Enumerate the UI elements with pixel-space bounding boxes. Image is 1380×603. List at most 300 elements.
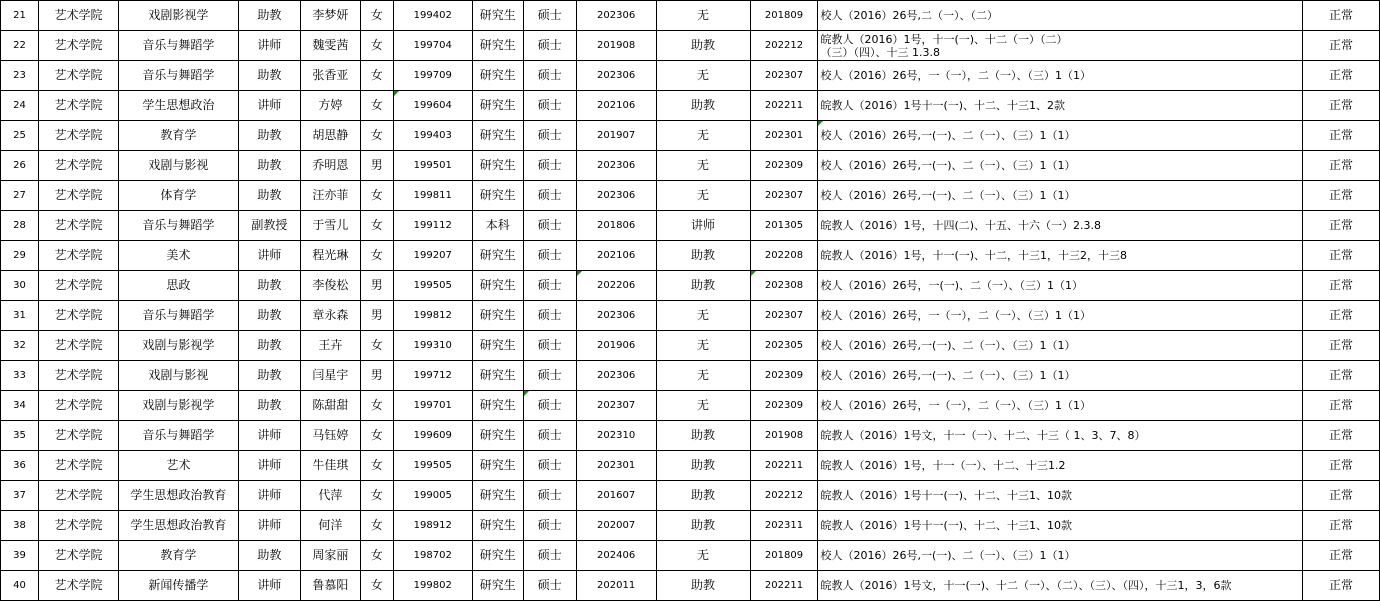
graduation-date-cell[interactable]: 202306	[576, 361, 656, 391]
previous-title-cell[interactable]: 助教	[656, 451, 750, 481]
row-number[interactable]: 30	[1, 271, 39, 301]
status-cell[interactable]: 正常	[1302, 571, 1379, 601]
birth-date-cell[interactable]: 198912	[393, 511, 472, 541]
education-cell[interactable]: 本科	[472, 211, 523, 241]
graduation-date-cell[interactable]: 201806	[576, 211, 656, 241]
table-row	[1, 241, 1380, 271]
major-cell[interactable]: 艺术	[118, 451, 238, 481]
status-cell[interactable]: 正常	[1302, 121, 1379, 151]
title-cell[interactable]: 讲师	[238, 571, 300, 601]
name-cell[interactable]: 程光琳	[300, 241, 360, 271]
gender-cell[interactable]: 男	[360, 271, 393, 301]
title-cell[interactable]: 助教	[238, 151, 300, 181]
major-cell[interactable]: 音乐与舞蹈学	[118, 211, 238, 241]
education-cell[interactable]: 研究生	[472, 1, 523, 31]
title-cell[interactable]: 助教	[238, 361, 300, 391]
college-cell[interactable]: 艺术学院	[38, 91, 118, 121]
major-cell[interactable]: 教育学	[118, 541, 238, 571]
policy-basis-cell[interactable]: 校人（2016）26号，一(一)、二（一）、（三）1（1）	[818, 271, 1302, 301]
college-cell[interactable]: 艺术学院	[38, 1, 118, 31]
name-cell[interactable]: 胡思静	[300, 121, 360, 151]
gender-cell[interactable]: 女	[360, 331, 393, 361]
degree-cell[interactable]: 硕士	[523, 481, 576, 511]
title-cell[interactable]: 副教授	[238, 211, 300, 241]
name-cell[interactable]: 闫星宇	[300, 361, 360, 391]
table-row	[1, 151, 1380, 181]
status-cell[interactable]: 正常	[1302, 271, 1379, 301]
education-cell[interactable]: 研究生	[472, 451, 523, 481]
table-row	[1, 391, 1380, 421]
title-cell[interactable]: 讲师	[238, 91, 300, 121]
college-cell[interactable]: 艺术学院	[38, 181, 118, 211]
title-cell[interactable]: 助教	[238, 391, 300, 421]
degree-cell[interactable]: 硕士	[523, 331, 576, 361]
title-cell[interactable]: 助教	[238, 541, 300, 571]
college-cell[interactable]: 艺术学院	[38, 541, 118, 571]
degree-cell[interactable]: 硕士	[523, 241, 576, 271]
major-cell[interactable]: 学生思想政治教育	[118, 511, 238, 541]
gender-cell[interactable]: 女	[360, 571, 393, 601]
birth-date-cell[interactable]: 199402	[393, 1, 472, 31]
policy-basis-cell[interactable]: 校人（2016）26号,一(一)、二（一）、（三）1（1）	[818, 181, 1302, 211]
previous-title-date-cell[interactable]: 202309	[750, 361, 818, 391]
major-cell[interactable]: 戏剧与影视	[118, 361, 238, 391]
graduation-date-cell[interactable]: 201906	[576, 331, 656, 361]
college-cell[interactable]: 艺术学院	[38, 421, 118, 451]
previous-title-cell[interactable]: 助教	[656, 511, 750, 541]
previous-title-cell[interactable]: 无	[656, 121, 750, 151]
gender-cell[interactable]: 女	[360, 451, 393, 481]
college-cell[interactable]: 艺术学院	[38, 31, 118, 61]
row-number[interactable]: 39	[1, 541, 39, 571]
status-cell[interactable]: 正常	[1302, 61, 1379, 91]
degree-cell[interactable]: 硕士	[523, 181, 576, 211]
status-cell[interactable]: 正常	[1302, 391, 1379, 421]
college-cell[interactable]: 艺术学院	[38, 61, 118, 91]
college-cell[interactable]: 艺术学院	[38, 151, 118, 181]
status-cell[interactable]: 正常	[1302, 331, 1379, 361]
previous-title-date-cell[interactable]: 202212	[750, 481, 818, 511]
college-cell[interactable]: 艺术学院	[38, 121, 118, 151]
gender-cell[interactable]: 女	[360, 241, 393, 271]
table-row	[1, 181, 1380, 211]
name-cell[interactable]: 代萍	[300, 481, 360, 511]
birth-date-cell[interactable]: 199501	[393, 151, 472, 181]
status-cell[interactable]: 正常	[1302, 1, 1379, 31]
table-row	[1, 511, 1380, 541]
college-cell[interactable]: 艺术学院	[38, 571, 118, 601]
birth-date-cell[interactable]: 199609	[393, 421, 472, 451]
previous-title-date-cell[interactable]: 202308	[750, 271, 818, 301]
education-cell[interactable]: 研究生	[472, 421, 523, 451]
education-cell[interactable]: 研究生	[472, 331, 523, 361]
college-cell[interactable]: 艺术学院	[38, 481, 118, 511]
name-cell[interactable]: 鲁慕阳	[300, 571, 360, 601]
title-cell[interactable]: 助教	[238, 61, 300, 91]
row-number[interactable]: 36	[1, 451, 39, 481]
name-cell[interactable]: 魏雯茜	[300, 31, 360, 61]
college-cell[interactable]: 艺术学院	[38, 211, 118, 241]
previous-title-cell[interactable]: 助教	[656, 31, 750, 61]
title-cell[interactable]: 讲师	[238, 451, 300, 481]
previous-title-date-cell[interactable]: 202211	[750, 91, 818, 121]
name-cell[interactable]: 方婷	[300, 91, 360, 121]
policy-basis-cell[interactable]: 校人（2016）26号,一(一)、二（一）、（三）1（1）	[818, 541, 1302, 571]
gender-cell[interactable]: 女	[360, 211, 393, 241]
education-cell[interactable]: 研究生	[472, 541, 523, 571]
previous-title-cell[interactable]: 无	[656, 181, 750, 211]
gender-cell[interactable]: 女	[360, 61, 393, 91]
previous-title-cell[interactable]: 无	[656, 541, 750, 571]
gender-cell[interactable]: 女	[360, 31, 393, 61]
previous-title-date-cell[interactable]: 201305	[750, 211, 818, 241]
birth-date-cell[interactable]: 199604	[393, 91, 472, 121]
graduation-date-cell[interactable]: 202307	[576, 391, 656, 421]
education-cell[interactable]: 研究生	[472, 571, 523, 601]
education-cell[interactable]: 研究生	[472, 361, 523, 391]
previous-title-cell[interactable]: 助教	[656, 571, 750, 601]
name-cell[interactable]: 李俊松	[300, 271, 360, 301]
gender-cell[interactable]: 女	[360, 481, 393, 511]
policy-basis-cell[interactable]: 校人（2016）26号，一（一），二（一）、（三）1（1）	[818, 391, 1302, 421]
birth-date-cell[interactable]: 199505	[393, 451, 472, 481]
previous-title-date-cell[interactable]: 202307	[750, 301, 818, 331]
graduation-date-cell[interactable]: 202206	[576, 271, 656, 301]
college-cell[interactable]: 艺术学院	[38, 391, 118, 421]
degree-cell[interactable]: 硕士	[523, 391, 576, 421]
status-cell[interactable]: 正常	[1302, 511, 1379, 541]
degree-cell[interactable]: 硕士	[523, 541, 576, 571]
graduation-date-cell[interactable]: 202406	[576, 541, 656, 571]
name-cell[interactable]: 牛佳琪	[300, 451, 360, 481]
policy-basis-cell[interactable]: 校人（2016）26号,一(一)、二（一）、（三）1（1）	[818, 151, 1302, 181]
graduation-date-cell[interactable]: 202306	[576, 151, 656, 181]
gender-cell[interactable]: 女	[360, 1, 393, 31]
row-number[interactable]: 24	[1, 91, 39, 121]
table-row	[1, 541, 1380, 571]
education-cell[interactable]: 研究生	[472, 31, 523, 61]
policy-basis-cell[interactable]: 皖教人（2016）1号十一(一)、十二、十三1、10款	[818, 481, 1302, 511]
status-cell[interactable]: 正常	[1302, 301, 1379, 331]
education-cell[interactable]: 研究生	[472, 271, 523, 301]
birth-date-cell[interactable]: 198702	[393, 541, 472, 571]
education-cell[interactable]: 研究生	[472, 241, 523, 271]
table-row	[1, 571, 1380, 601]
name-cell[interactable]: 张香亚	[300, 61, 360, 91]
table-row	[1, 1, 1380, 31]
title-cell[interactable]: 讲师	[238, 241, 300, 271]
policy-basis-cell[interactable]: 校人（2016）26号,一(一)、二（一）、（三）1（1）	[818, 121, 1302, 151]
previous-title-cell[interactable]: 无	[656, 61, 750, 91]
birth-date-cell[interactable]: 199712	[393, 361, 472, 391]
name-cell[interactable]: 于雪儿	[300, 211, 360, 241]
policy-basis-cell[interactable]: 校人（2016）26号,一(一)、二（一）、（三）1（1）	[818, 331, 1302, 361]
table-row	[1, 451, 1380, 481]
row-number[interactable]: 26	[1, 151, 39, 181]
previous-title-date-cell[interactable]: 202309	[750, 391, 818, 421]
birth-date-cell[interactable]: 199701	[393, 391, 472, 421]
previous-title-date-cell[interactable]: 202301	[750, 121, 818, 151]
table-row	[1, 211, 1380, 241]
graduation-date-cell[interactable]: 202306	[576, 181, 656, 211]
education-cell[interactable]: 研究生	[472, 481, 523, 511]
row-number[interactable]: 22	[1, 31, 39, 61]
birth-date-cell[interactable]: 199811	[393, 181, 472, 211]
status-cell[interactable]: 正常	[1302, 421, 1379, 451]
major-cell[interactable]: 音乐与舞蹈学	[118, 31, 238, 61]
degree-cell[interactable]: 硕士	[523, 571, 576, 601]
policy-basis-cell[interactable]: 皖教人（2016）1号，十一（一）、十二、十三1.2	[818, 451, 1302, 481]
previous-title-date-cell[interactable]: 202212	[750, 31, 818, 61]
birth-date-cell[interactable]: 199207	[393, 241, 472, 271]
title-cell[interactable]: 讲师	[238, 31, 300, 61]
name-cell[interactable]: 陈甜甜	[300, 391, 360, 421]
graduation-date-cell[interactable]: 202310	[576, 421, 656, 451]
graduation-date-cell[interactable]: 202301	[576, 451, 656, 481]
previous-title-cell[interactable]: 助教	[656, 421, 750, 451]
table-row	[1, 61, 1380, 91]
table-row	[1, 331, 1380, 361]
previous-title-cell[interactable]: 无	[656, 391, 750, 421]
name-cell[interactable]: 章永森	[300, 301, 360, 331]
birth-date-cell[interactable]: 199005	[393, 481, 472, 511]
title-cell[interactable]: 助教	[238, 1, 300, 31]
row-number[interactable]: 35	[1, 421, 39, 451]
row-number[interactable]: 27	[1, 181, 39, 211]
major-cell[interactable]: 戏剧与影视学	[118, 391, 238, 421]
row-number[interactable]: 40	[1, 571, 39, 601]
policy-basis-cell[interactable]: 皖教人（2016）1号，十四(二)、十五、十六（一）2.3.8	[818, 211, 1302, 241]
title-cell[interactable]: 讲师	[238, 511, 300, 541]
degree-cell[interactable]: 硕士	[523, 451, 576, 481]
title-cell[interactable]: 助教	[238, 121, 300, 151]
table-row	[1, 481, 1380, 511]
education-cell[interactable]: 研究生	[472, 91, 523, 121]
college-cell[interactable]: 艺术学院	[38, 241, 118, 271]
major-cell[interactable]: 戏剧与影视	[118, 151, 238, 181]
title-cell[interactable]: 助教	[238, 331, 300, 361]
graduation-date-cell[interactable]: 201907	[576, 121, 656, 151]
gender-cell[interactable]: 女	[360, 391, 393, 421]
row-number[interactable]: 32	[1, 331, 39, 361]
major-cell[interactable]: 学生思想政治教育	[118, 481, 238, 511]
major-cell[interactable]: 教育学	[118, 121, 238, 151]
major-cell[interactable]: 音乐与舞蹈学	[118, 301, 238, 331]
birth-date-cell[interactable]: 199403	[393, 121, 472, 151]
degree-cell[interactable]: 硕士	[523, 211, 576, 241]
college-cell[interactable]: 艺术学院	[38, 451, 118, 481]
gender-cell[interactable]: 女	[360, 91, 393, 121]
birth-date-cell[interactable]: 199112	[393, 211, 472, 241]
title-cell[interactable]: 讲师	[238, 421, 300, 451]
previous-title-cell[interactable]: 无	[656, 301, 750, 331]
birth-date-cell[interactable]: 199709	[393, 61, 472, 91]
previous-title-cell[interactable]: 助教	[656, 271, 750, 301]
status-cell[interactable]: 正常	[1302, 481, 1379, 511]
previous-title-date-cell[interactable]: 202311	[750, 511, 818, 541]
degree-cell[interactable]: 硕士	[523, 511, 576, 541]
status-cell[interactable]: 正常	[1302, 181, 1379, 211]
name-cell[interactable]: 马钰婷	[300, 421, 360, 451]
previous-title-cell[interactable]: 无	[656, 331, 750, 361]
table-row	[1, 31, 1380, 61]
table-row	[1, 271, 1380, 301]
birth-date-cell[interactable]: 199704	[393, 31, 472, 61]
title-cell[interactable]: 助教	[238, 301, 300, 331]
table-row	[1, 301, 1380, 331]
graduation-date-cell[interactable]: 201908	[576, 31, 656, 61]
degree-cell[interactable]: 硕士	[523, 31, 576, 61]
major-cell[interactable]: 新闻传播学	[118, 571, 238, 601]
major-cell[interactable]: 音乐与舞蹈学	[118, 421, 238, 451]
degree-cell[interactable]: 硕士	[523, 61, 576, 91]
table-row	[1, 91, 1380, 121]
policy-basis-cell[interactable]: 皖教人（2016）1号文，十一(一)、十二（一）、（二）、（三）、（四），十三1，3，6款	[818, 571, 1302, 601]
previous-title-cell[interactable]: 助教	[656, 481, 750, 511]
title-cell[interactable]: 助教	[238, 181, 300, 211]
education-cell[interactable]: 研究生	[472, 61, 523, 91]
degree-cell[interactable]: 硕士	[523, 301, 576, 331]
policy-basis-cell[interactable]: 皖教人（2016）1号十一(一)、十二、十三1、2款	[818, 91, 1302, 121]
policy-basis-cell[interactable]: 皖教人（2016）1号，十一(一)、十二（一）（二） （三）（四）、十三 1.3.8	[818, 31, 1302, 61]
status-cell[interactable]: 正常	[1302, 211, 1379, 241]
row-number[interactable]: 31	[1, 301, 39, 331]
gender-cell[interactable]: 女	[360, 511, 393, 541]
graduation-date-cell[interactable]: 202007	[576, 511, 656, 541]
row-number[interactable]: 37	[1, 481, 39, 511]
major-cell[interactable]: 美术	[118, 241, 238, 271]
name-cell[interactable]: 乔明恩	[300, 151, 360, 181]
major-cell[interactable]: 思政	[118, 271, 238, 301]
row-number[interactable]: 25	[1, 121, 39, 151]
policy-basis-cell[interactable]: 校人（2016）26号,一(一)、二（一）、（三）1（1）	[818, 361, 1302, 391]
birth-date-cell[interactable]: 199505	[393, 271, 472, 301]
table-body	[1, 1, 1380, 601]
previous-title-cell[interactable]: 无	[656, 151, 750, 181]
status-cell[interactable]: 正常	[1302, 31, 1379, 61]
college-cell[interactable]: 艺术学院	[38, 301, 118, 331]
major-cell[interactable]: 戏剧与影视学	[118, 331, 238, 361]
row-number[interactable]: 29	[1, 241, 39, 271]
previous-title-date-cell[interactable]: 202211	[750, 571, 818, 601]
title-cell[interactable]: 讲师	[238, 481, 300, 511]
status-cell[interactable]: 正常	[1302, 361, 1379, 391]
previous-title-cell[interactable]: 助教	[656, 91, 750, 121]
row-number[interactable]: 34	[1, 391, 39, 421]
policy-basis-cell[interactable]: 皖教人（2016）1号文，十一（一）、十二、十三（ 1、3、7、8）	[818, 421, 1302, 451]
previous-title-date-cell[interactable]: 201809	[750, 541, 818, 571]
row-number[interactable]: 23	[1, 61, 39, 91]
gender-cell[interactable]: 女	[360, 121, 393, 151]
previous-title-date-cell[interactable]: 202211	[750, 451, 818, 481]
graduation-date-cell[interactable]: 202306	[576, 1, 656, 31]
gender-cell[interactable]: 男	[360, 301, 393, 331]
policy-basis-cell[interactable]: 校人（2016）26号，一（一），二（一）、（三）1（1）	[818, 301, 1302, 331]
major-cell[interactable]: 戏剧影视学	[118, 1, 238, 31]
row-number[interactable]: 21	[1, 1, 39, 31]
table-row	[1, 421, 1380, 451]
name-cell[interactable]: 汪亦菲	[300, 181, 360, 211]
policy-basis-cell[interactable]: 皖教人（2016）1号，十一(一)、十二，十三1，十三2，十三8	[818, 241, 1302, 271]
education-cell[interactable]: 研究生	[472, 121, 523, 151]
graduation-date-cell[interactable]: 202106	[576, 91, 656, 121]
education-cell[interactable]: 研究生	[472, 301, 523, 331]
previous-title-cell[interactable]: 无	[656, 1, 750, 31]
college-cell[interactable]: 艺术学院	[38, 511, 118, 541]
previous-title-cell[interactable]: 无	[656, 361, 750, 391]
status-cell[interactable]: 正常	[1302, 451, 1379, 481]
policy-basis-cell[interactable]: 皖教人（2016）1号十一(一)、十二、十三1、10款	[818, 511, 1302, 541]
gender-cell[interactable]: 女	[360, 541, 393, 571]
name-cell[interactable]: 何洋	[300, 511, 360, 541]
degree-cell[interactable]: 硕士	[523, 421, 576, 451]
degree-cell[interactable]: 硕士	[523, 151, 576, 181]
previous-title-date-cell[interactable]: 202307	[750, 61, 818, 91]
title-cell[interactable]: 助教	[238, 271, 300, 301]
name-cell[interactable]: 李梦妍	[300, 1, 360, 31]
degree-cell[interactable]: 硕士	[523, 91, 576, 121]
row-number[interactable]: 28	[1, 211, 39, 241]
gender-cell[interactable]: 女	[360, 421, 393, 451]
graduation-date-cell[interactable]: 201607	[576, 481, 656, 511]
previous-title-cell[interactable]: 讲师	[656, 211, 750, 241]
status-cell[interactable]: 正常	[1302, 241, 1379, 271]
policy-basis-cell[interactable]: 校人（2016）26号,二（一）、（二）	[818, 1, 1302, 31]
college-cell[interactable]: 艺术学院	[38, 331, 118, 361]
birth-date-cell[interactable]: 199812	[393, 301, 472, 331]
degree-cell[interactable]: 硕士	[523, 271, 576, 301]
previous-title-date-cell[interactable]: 202305	[750, 331, 818, 361]
graduation-date-cell[interactable]: 202011	[576, 571, 656, 601]
college-cell[interactable]: 艺术学院	[38, 271, 118, 301]
table-row	[1, 361, 1380, 391]
education-cell[interactable]: 研究生	[472, 391, 523, 421]
major-cell[interactable]: 音乐与舞蹈学	[118, 61, 238, 91]
status-cell[interactable]: 正常	[1302, 541, 1379, 571]
policy-basis-cell[interactable]: 校人（2016）26号，一（一），二（一）、（三）1（1）	[818, 61, 1302, 91]
previous-title-date-cell[interactable]: 201809	[750, 1, 818, 31]
birth-date-cell[interactable]: 199310	[393, 331, 472, 361]
degree-cell[interactable]: 硕士	[523, 361, 576, 391]
previous-title-date-cell[interactable]: 202307	[750, 181, 818, 211]
name-cell[interactable]: 周家丽	[300, 541, 360, 571]
graduation-date-cell[interactable]: 202306	[576, 301, 656, 331]
college-cell[interactable]: 艺术学院	[38, 361, 118, 391]
education-cell[interactable]: 研究生	[472, 181, 523, 211]
status-cell[interactable]: 正常	[1302, 91, 1379, 121]
birth-date-cell[interactable]: 199802	[393, 571, 472, 601]
gender-cell[interactable]: 男	[360, 361, 393, 391]
row-number[interactable]: 33	[1, 361, 39, 391]
previous-title-date-cell[interactable]: 202208	[750, 241, 818, 271]
education-cell[interactable]: 研究生	[472, 151, 523, 181]
row-number[interactable]: 38	[1, 511, 39, 541]
degree-cell[interactable]: 硕士	[523, 1, 576, 31]
name-cell[interactable]: 王卉	[300, 331, 360, 361]
graduation-date-cell[interactable]: 202306	[576, 61, 656, 91]
education-cell[interactable]: 研究生	[472, 511, 523, 541]
major-cell[interactable]: 体育学	[118, 181, 238, 211]
major-cell[interactable]: 学生思想政治	[118, 91, 238, 121]
graduation-date-cell[interactable]: 202106	[576, 241, 656, 271]
previous-title-cell[interactable]: 助教	[656, 241, 750, 271]
status-cell[interactable]: 正常	[1302, 151, 1379, 181]
gender-cell[interactable]: 男	[360, 151, 393, 181]
previous-title-date-cell[interactable]: 202309	[750, 151, 818, 181]
degree-cell[interactable]: 硕士	[523, 121, 576, 151]
gender-cell[interactable]: 女	[360, 181, 393, 211]
previous-title-date-cell[interactable]: 201908	[750, 421, 818, 451]
